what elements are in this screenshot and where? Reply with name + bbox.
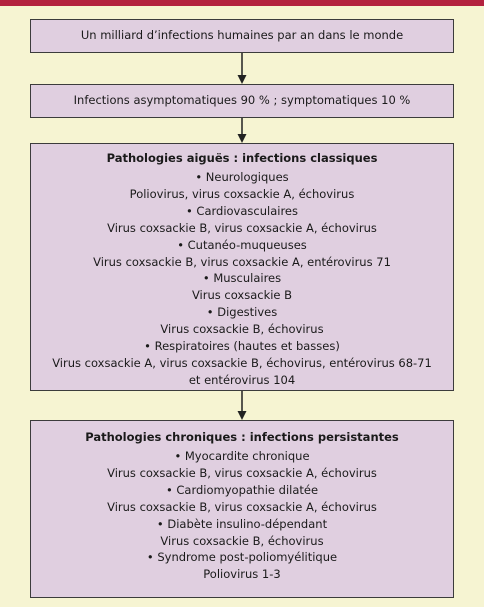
acute-line: • Musculaires [202,271,282,286]
box-symptom-ratio [30,84,454,118]
acute-line: • Cardiovasculaires [185,203,298,218]
box-symptom-ratio-text: Infections asymptomatiques 90 % ; symptomatiques 10 % [73,93,411,107]
acute-line: • Cutanéo-muqueuses [177,237,307,252]
chronic-line: • Diabète insulino-dépendant [156,516,328,531]
acute-line: • Respiratoires (hautes et basses) [144,339,340,354]
arrow-down-icon [235,118,249,143]
arrow-down-icon [235,53,249,84]
acute-line: Poliovirus, virus coxsackie A, échovirus [129,186,355,201]
top-accent-bar [0,0,484,6]
chronic-line: Poliovirus 1-3 [203,567,281,582]
chronic-line: Virus coxsackie B, virus coxsackie A, échovirus [107,499,377,514]
chronic-line: Virus coxsackie B, virus coxsackie A, échovirus [107,465,377,480]
box-chronic-pathologies [30,420,454,598]
acute-line: et entérovirus 104 [188,372,296,387]
acute-line: Virus coxsackie A, virus coxsackie B, échovirus, entérovirus 68-71 [52,355,432,370]
acute-line: Virus coxsackie B [191,288,293,303]
acute-line: • Neurologiques [195,170,289,184]
acute-line: Virus coxsackie B, échovirus [160,322,324,337]
acute-pathologies-title: Pathologies aiguës : infections classiques [106,151,378,165]
box-global-infections-text: Un milliard d’infections humaines par an dans le monde [80,28,404,42]
box-global-infections [30,19,454,53]
chronic-line: • Syndrome post-poliomyélitique [146,550,338,565]
chronic-line: Virus coxsackie B, échovirus [160,533,324,548]
box-acute-pathologies [30,143,454,391]
acute-line: Virus coxsackie B, virus coxsackie A, entérovirus 71 [93,254,391,269]
chronic-line: • Myocardite chronique [174,449,310,463]
acute-line: Virus coxsackie B, virus coxsackie A, échovirus [107,220,377,235]
chronic-pathologies-title: Pathologies chroniques : infections persistantes [85,430,399,444]
acute-line: • Digestives [206,305,278,320]
chronic-line: • Cardiomyopathie dilatée [165,482,319,497]
arrow-down-icon [235,391,249,420]
